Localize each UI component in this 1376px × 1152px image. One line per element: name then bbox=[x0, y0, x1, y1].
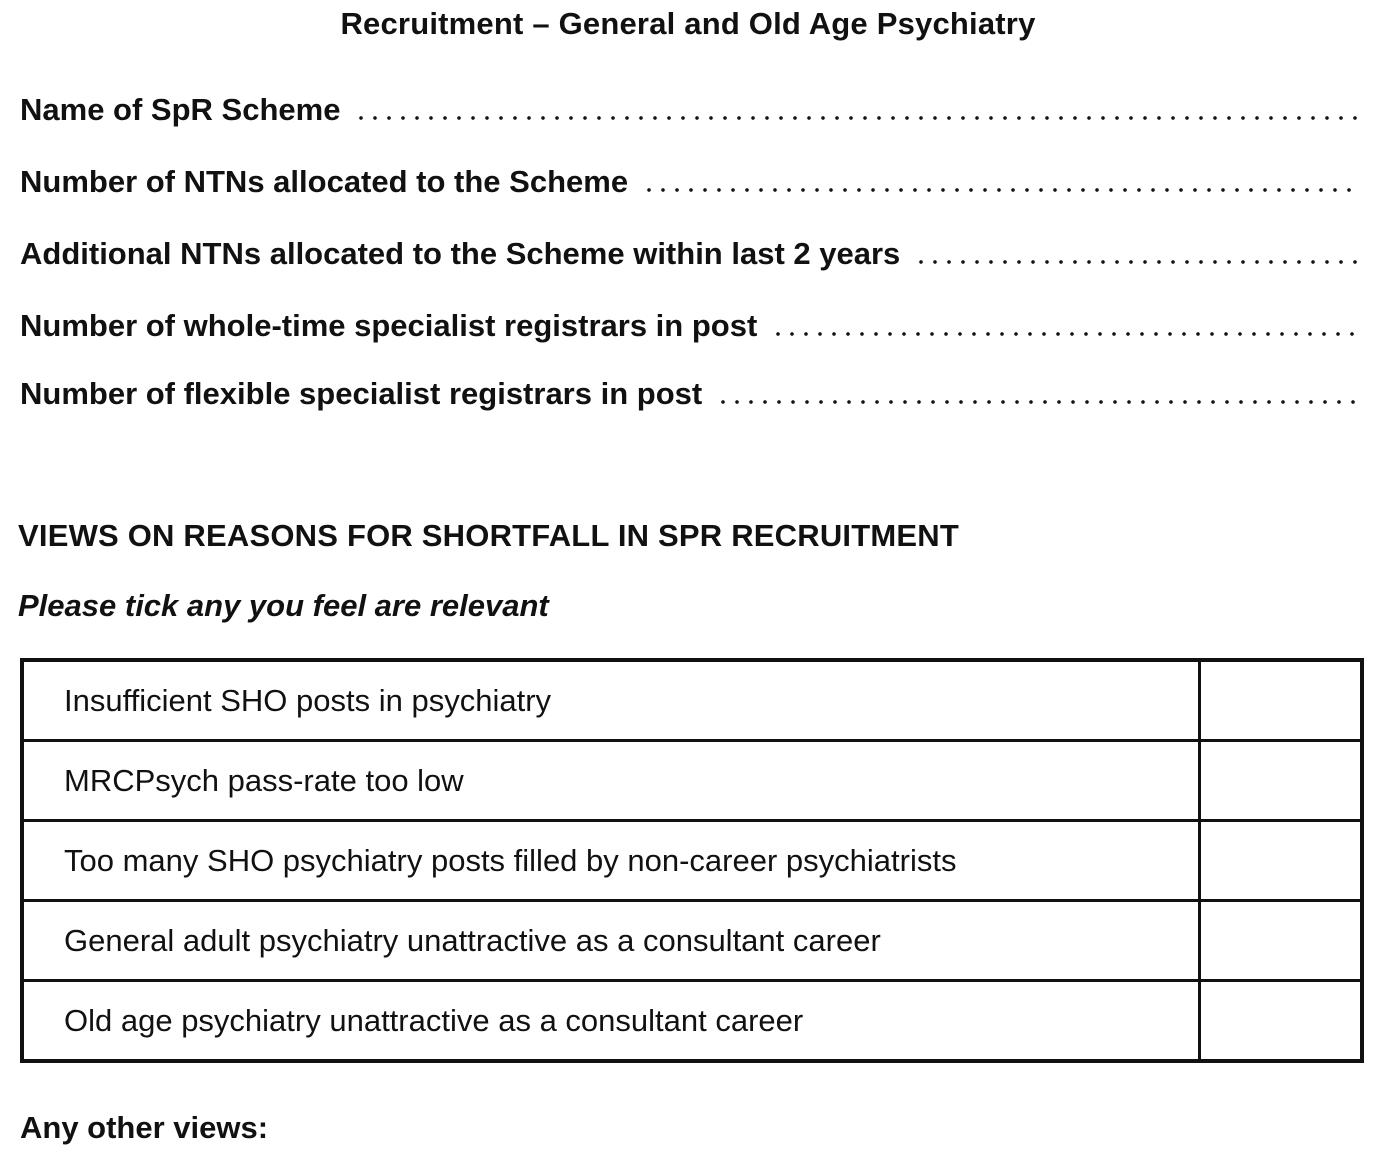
table-row bbox=[22, 821, 1362, 901]
tick-box[interactable] bbox=[1200, 660, 1362, 741]
instruction-text: Please tick any you feel are relevant bbox=[18, 588, 549, 623]
section-heading: VIEWS ON REASONS FOR SHORTFALL IN SPR RECRUITMENT bbox=[18, 518, 959, 553]
reason-label: Too many SHO psychiatry posts filled by non-career psychiatrists bbox=[22, 821, 1200, 901]
form-title: Recruitment – General and Old Age Psychiatry bbox=[340, 6, 1036, 41]
table-row bbox=[22, 660, 1362, 741]
dotted-entry-line[interactable] bbox=[714, 399, 1360, 405]
reason-label: General adult psychiatry unattractive as a consultant career bbox=[22, 901, 1200, 981]
field-whole-time-registrars[interactable] bbox=[20, 306, 1360, 346]
dotted-entry-line[interactable] bbox=[352, 115, 1360, 121]
tick-box[interactable] bbox=[1200, 901, 1362, 981]
field-label: Number of whole-time specialist registrars in post bbox=[20, 308, 758, 343]
table-row bbox=[22, 741, 1362, 821]
table-row bbox=[22, 901, 1362, 981]
reasons-table bbox=[20, 658, 1364, 1063]
reason-label: Old age psychiatry unattractive as a consultant career bbox=[22, 981, 1200, 1062]
dotted-entry-line[interactable] bbox=[912, 259, 1360, 265]
field-scheme-name[interactable] bbox=[20, 90, 1360, 130]
other-views-label: Any other views: bbox=[20, 1110, 269, 1145]
field-ntns-allocated[interactable] bbox=[20, 162, 1360, 202]
field-additional-ntns[interactable] bbox=[20, 234, 1360, 274]
field-label: Number of NTNs allocated to the Scheme bbox=[20, 164, 629, 199]
table-row bbox=[22, 981, 1362, 1062]
field-flexible-registrars[interactable] bbox=[20, 374, 1360, 414]
reason-label: Insufficient SHO posts in psychiatry bbox=[22, 660, 1200, 741]
dotted-entry-line[interactable] bbox=[640, 187, 1360, 193]
field-label: Additional NTNs allocated to the Scheme within last 2 years bbox=[20, 236, 901, 271]
tick-box[interactable] bbox=[1200, 821, 1362, 901]
field-label: Name of SpR Scheme bbox=[20, 92, 341, 127]
tick-box[interactable] bbox=[1200, 981, 1362, 1062]
dotted-entry-line[interactable] bbox=[769, 331, 1360, 337]
reason-label: MRCPsych pass-rate too low bbox=[22, 741, 1200, 821]
tick-box[interactable] bbox=[1200, 741, 1362, 821]
field-label: Number of flexible specialist registrars in post bbox=[20, 376, 703, 411]
